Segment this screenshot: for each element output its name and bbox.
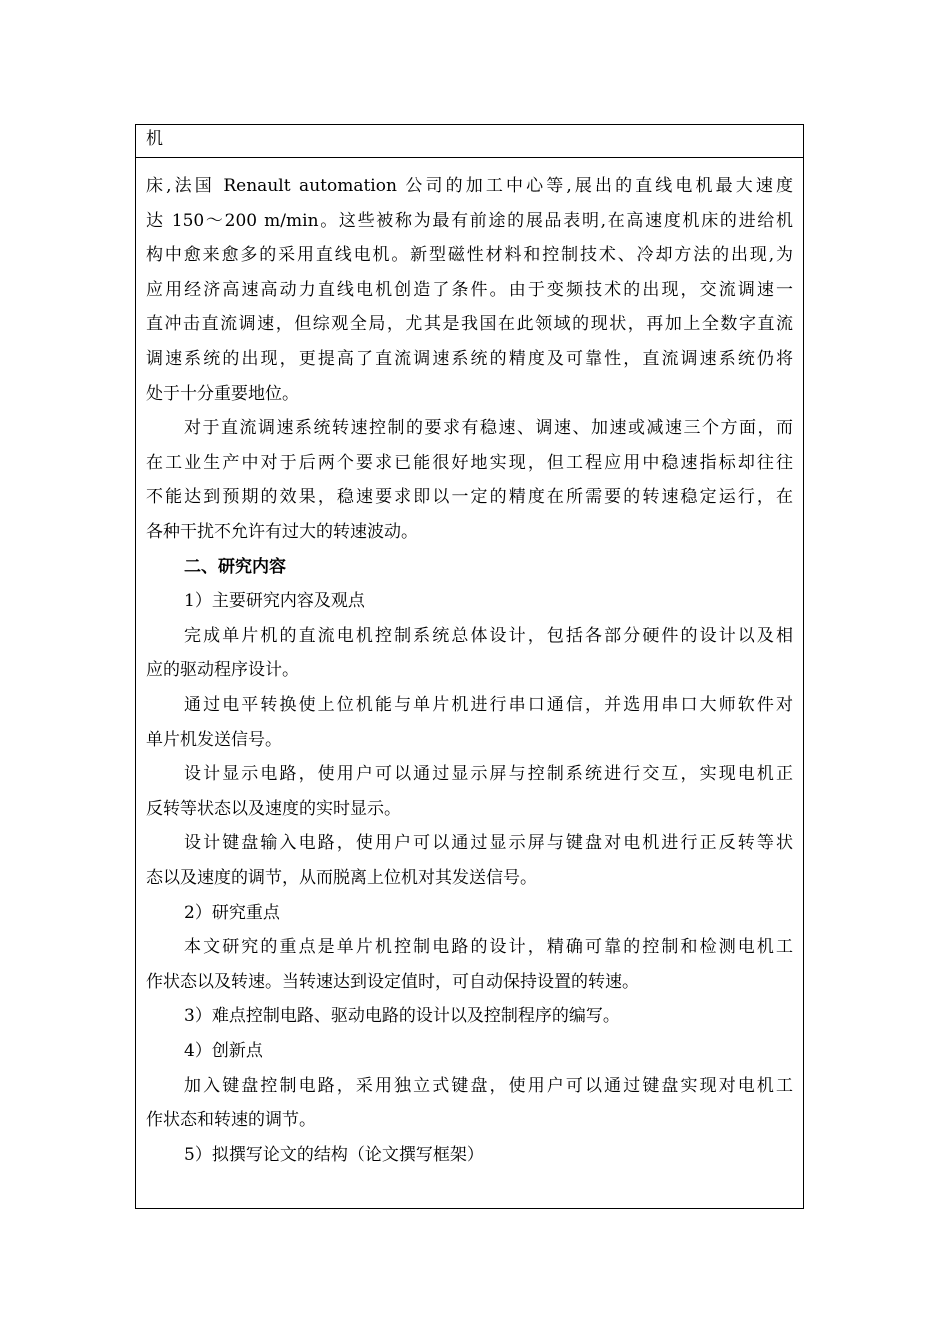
paragraph-line: 构中愈来愈多的采用直线电机。新型磁性材料和控制技术、冷却方法的出现,为: [146, 245, 793, 266]
paragraph-line: 作状态以及转速。当转速达到设定值时，可自动保持设置的转速。: [146, 971, 639, 992]
paragraph-line: 床,法国 Renault automation 公司的加工中心等,展出的直线电机最大速度: [146, 176, 793, 196]
paragraph-line: 态以及速度的调节，从而脱离上位机对其发送信号。: [146, 868, 537, 888]
paragraph-line: 完成单片机的直流电机控制系统总体设计，包括各部分硬件的设计以及相: [184, 625, 793, 646]
paragraph-line: 2）研究重点: [184, 902, 280, 923]
paragraph-line: 达 150～200 m/min。这些被称为最有前途的展品表明,在高速度机床的进给机: [146, 210, 793, 231]
document-table: [135, 124, 804, 1209]
paragraph-line: 5）拟撰写论文的结构（论文撰写框架）: [184, 1144, 484, 1165]
paragraph-line: 作状态和转速的调节。: [146, 1110, 316, 1131]
paragraph-line: 4）创新点: [184, 1041, 263, 1061]
paragraph-line: 处于十分重要地位。: [146, 383, 299, 404]
section-heading: 二、研究内容: [184, 556, 286, 577]
paragraph-line: 直冲击直流调速，但综观全局，尤其是我国在此领域的现状，再加上全数字直流: [146, 314, 793, 335]
paragraph-line: 本文研究的重点是单片机控制电路的设计，精确可靠的控制和检测电机工: [184, 937, 793, 958]
paragraph-line: 各种干扰不允许有过大的转速波动。: [146, 522, 418, 542]
paragraph-line: 反转等状态以及速度的实时显示。: [146, 798, 401, 819]
paragraph-line: 加入键盘控制电路，采用独立式键盘，使用户可以通过键盘实现对电机工: [184, 1075, 793, 1096]
paragraph-line: 通过电平转换使上位机能与单片机进行串口通信，并选用串口大师软件对: [184, 695, 793, 715]
paragraph-line: 3）难点控制电路、驱动电路的设计以及控制程序的编写。: [184, 1006, 620, 1027]
paragraph-line: 应的驱动程序设计。: [146, 660, 299, 681]
paragraph-line: 调速系统的出现，更提高了直流调速系统的精度及可靠性，直流调速系统仍将: [146, 349, 793, 369]
paragraph-line: 不能达到预期的效果，稳速要求即以一定的精度在所需要的转速稳定运行，在: [146, 487, 793, 508]
paragraph-line: 1）主要研究内容及观点: [184, 591, 365, 612]
paragraph-line: 在工业生产中对于后两个要求已能很好地实现，但工程应用中稳速指标却往往: [146, 452, 793, 473]
table-top-cell: 机: [136, 125, 803, 158]
paragraph-line: 设计键盘输入电路，使用户可以通过显示屏与键盘对电机进行正反转等状: [184, 833, 793, 854]
paragraph-line: 应用经济高速高动力直线电机创造了条件。由于变频技术的出现，交流调速一: [146, 279, 793, 300]
paragraph-line: 单片机发送信号。: [146, 729, 282, 750]
paragraph-line: 对于直流调速系统转速控制的要求有稳速、调速、加速或减速三个方面，而: [184, 418, 793, 439]
paragraph-line: 设计显示电路，使用户可以通过显示屏与控制系统进行交互，实现电机正: [184, 764, 793, 785]
